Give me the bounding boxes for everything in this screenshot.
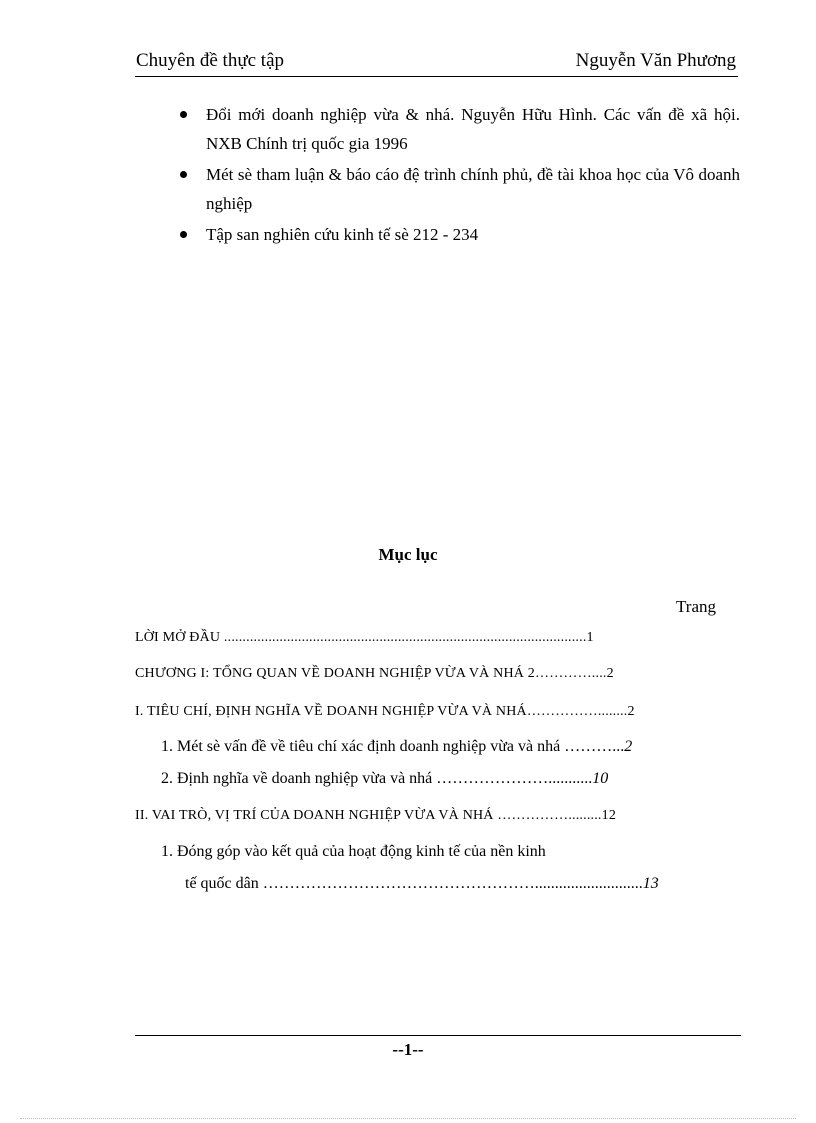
toc-entry-page: 2 — [624, 738, 633, 755]
reference-text: Tập san nghiên cứu kinh tế sè 212 - 234 — [206, 225, 479, 244]
reference-item — [178, 100, 740, 158]
toc-entry-subsection-2-1-cont[interactable] — [185, 875, 659, 893]
bullet-icon — [180, 171, 187, 178]
bullet-icon — [180, 111, 187, 118]
toc-entry-text: 1. Đóng góp vào kết quả của hoạt động kinh tế của nền kinh — [161, 843, 546, 860]
reference-item — [178, 160, 740, 218]
toc-entry-text: 2. Định nghĩa về doanh nghiệp vừa và nhá …………………........... — [161, 770, 593, 787]
toc-entry-page: 13 — [642, 875, 659, 892]
toc-entry-intro[interactable] — [135, 630, 594, 646]
toc-entry-text: LỜI MỞ ĐẦU ..................................................................................................1 — [135, 630, 594, 645]
toc-entry-text: 1. Mét sè vấn đề về tiêu chí xác định doanh nghiệp vừa và nhá ………... — [161, 738, 625, 755]
page-bottom-border — [20, 1118, 796, 1119]
toc-entry-text: CHƯƠNG I: TỔNG QUAN VỀ DOANH NGHIỆP VỪA VÀ NHÁ 2…………....2 — [135, 666, 614, 681]
toc-entry-subsection-1-2[interactable] — [161, 770, 608, 788]
toc-entry-page: 10 — [592, 770, 609, 787]
header-author-name: Nguyễn Văn Phương — [575, 50, 736, 71]
header-course-title: Chuyên đề thực tập — [136, 50, 285, 71]
toc-entry-text: tế quốc dân ……………………………………………........................... — [185, 875, 643, 892]
reference-list — [178, 100, 740, 251]
toc-entry-section-1[interactable] — [135, 704, 635, 720]
reference-text: Đổi mới doanh nghiệp vừa & nhá. Nguyễn Hữu Hình. Các vấn đề xã hội. NXB Chính trị quốc gia 1996 — [206, 105, 740, 153]
page-number: --1-- — [392, 1040, 424, 1059]
toc-entry-subsection-1-1[interactable] — [161, 738, 632, 756]
toc-entry-subsection-2-1[interactable] — [161, 843, 546, 861]
footer-divider — [135, 1035, 741, 1036]
toc-title: Mục lục — [378, 545, 438, 564]
toc-entry-chapter-1[interactable] — [135, 666, 614, 682]
reference-item — [178, 220, 740, 249]
toc-entry-text: II. VAI TRÒ, VỊ TRÍ CỦA DOANH NGHIỆP VỪA VÀ NHÁ …………….........12 — [135, 808, 617, 823]
toc-entry-section-2[interactable] — [135, 808, 616, 824]
bullet-icon — [180, 231, 187, 238]
toc-entry-text: I. TIÊU CHÍ, ĐỊNH NGHĨA VỀ DOANH NGHIỆP VỪA VÀ NHÁ……………........2 — [135, 704, 635, 719]
toc-page-label: Trang — [676, 597, 716, 616]
page-header — [135, 48, 738, 77]
reference-text: Mét sè tham luận & báo cáo đệ trình chính phủ, đề tài khoa học của Vô doanh nghiệp — [206, 165, 740, 213]
